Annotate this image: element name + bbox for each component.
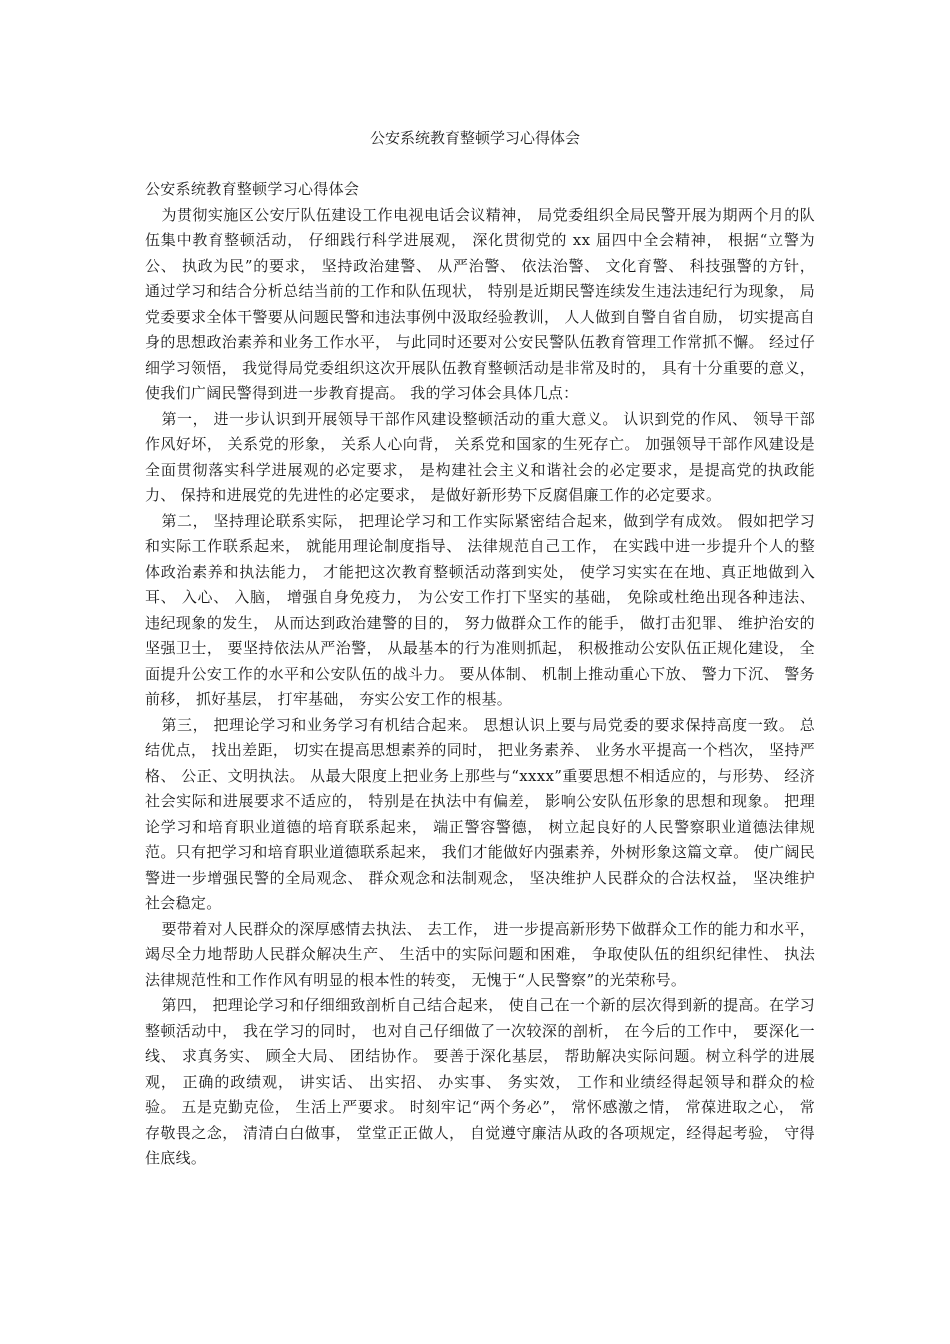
document-body xyxy=(145,177,815,1172)
paragraph-point-two: 第二， 坚持理论联系实际， 把理论学习和工作实际紧密结合起来，做到学有成效。 假如把学习和实际工作联系起来， 就能用理论制度指导、 法律规范自己工作， 在实践中进一步提升个人的整体政治素养和执法能力， 才能把这次教育整顿活动落到实处， 使学习实实在在地、真正地做到入耳、 入心、 入脑， 增强自身免疫力， 为公安工作打下坚实的基础， 免除或杜绝出现各种违法、 违纪现象的发生， 从而达到政治建警的目的， 努力做群众工作的能手， 做打击犯罪、 维护治安的坚强卫士， 要坚持依法从严治警， 从最基本的行为准则抓起， 积极推动公安队伍正规化建设， 全面提升公安工作的水平和公安队伍的战斗力。 要从体制、 机制上推动重心下放、 警力下沉、 警务前移， 抓好基层， 打牢基础， 夯实公安工作的根基。 xyxy=(145,511,815,708)
paragraph-intro: 为贯彻实施区公安厅队伍建设工作电视电话会议精神， 局党委组织全局民警开展为期两个月的队伍集中教育整顿活动， 仔细践行科学进展观， 深化贯彻党的 xx 届四中全会精神， 根据“立警为公、 执政为民”的要求， 坚持政治建警、 从严治警、 依法治警、 文化育警、 科技强警的方针， 通过学习和结合分析总结当前的工作和队伍现状， 特别是近期民警连续发生违法违纪行为现象， 局党委要求全体干警要从问题民警和违法事例中汲取经验教训， 人人做到自警自省自励， 切实提高自身的思想政治素养和业务工作水平， 与此同时还要对公安民警队伍教育管理工作常抓不懈。 经过仔细学习领悟， 我觉得局党委组织这次开展队伍教育整顿活动是非常及时的， 具有十分重要的意义， 使我们广阔民警得到进一步教育提高。 我的学习体会具体几点： xyxy=(145,205,815,402)
document-subtitle: 公安系统教育整顿学习心得体会 xyxy=(145,180,360,198)
paragraph-point-three: 第三， 把理论学习和业务学习有机结合起来。 思想认识上要与局党委的要求保持高度一致。 总结优点， 找出差距， 切实在提高思想素养的同时， 把业务素养、 业务水平提高一个档次， 坚持严格、 公正、文明执法。 从最大限度上把业务上那些与“xxxx”重要思想不相适应的，与形势、 经济社会实际和进展要求不适应的， 特别是在执法中有偏差， 影响公安队伍形象的思想和现象。 把理论学习和培育职业道德的培育联系起来， 端正警容警德， 树立起良好的人民警察职业道德法律规范。只有把学习和培育职业道德联系起来， 我们才能做好内强素养，外树形象这篇文章。 使广阔民警进一步增强民警的全局观念、 群众观念和法制观念， 坚决维护人民群众的合法权益， 坚决维护社会稳定。 xyxy=(145,715,815,912)
paragraph-point-three-continued: 要带着对人民群众的深厚感情去执法、 去工作， 进一步提高新形势下做群众工作的能力和水平， 竭尽全力地帮助人民群众解决生产、 生活中的实际问题和困难， 争取使队伍的组织纪律性、 执法法律规范性和工作作风有明显的根本性的转变， 无愧于“人民警察”的光荣称号。 xyxy=(145,919,815,989)
paragraph-point-four: 第四， 把理论学习和仔细细致剖析自己结合起来， 使自己在一个新的层次得到新的提高。在学习整顿活动中， 我在学习的同时， 也对自己仔细做了一次较深的剖析， 在今后的工作中， 要深化一线、 求真务实、 顾全大局、 团结协作。 要善于深化基层， 帮助解决实际问题。树立科学的进展观， 正确的政绩观， 讲实话、 出实招、 办实事、 务实效， 工作和业绩经得起领导和群众的检验。 五是克勤克俭， 生活上严要求。 时刻牢记“两个务必”， 常怀感激之情， 常葆进取之心， 常存敬畏之念， 清清白白做事， 堂堂正正做人， 自觉遵守廉洁从政的各项规定，经得起考验， 守得住底线。 xyxy=(145,996,815,1167)
document-title: 公安系统教育整顿学习心得体会 xyxy=(369,129,580,147)
paragraph-point-one: 第一， 进一步认识到开展领导干部作风建设整顿活动的重大意义。 认识到党的作风、 领导干部作风好坏， 关系党的形象， 关系人心向背， 关系党和国家的生死存亡。 加强领导干部作风建设是全面贯彻落实科学进展观的必定要求， 是构建社会主义和谐社会的必定要求，是提高党的执政能力、 保持和进展党的先进性的必定要求， 是做好新形势下反腐倡廉工作的必定要求。 xyxy=(145,409,815,504)
